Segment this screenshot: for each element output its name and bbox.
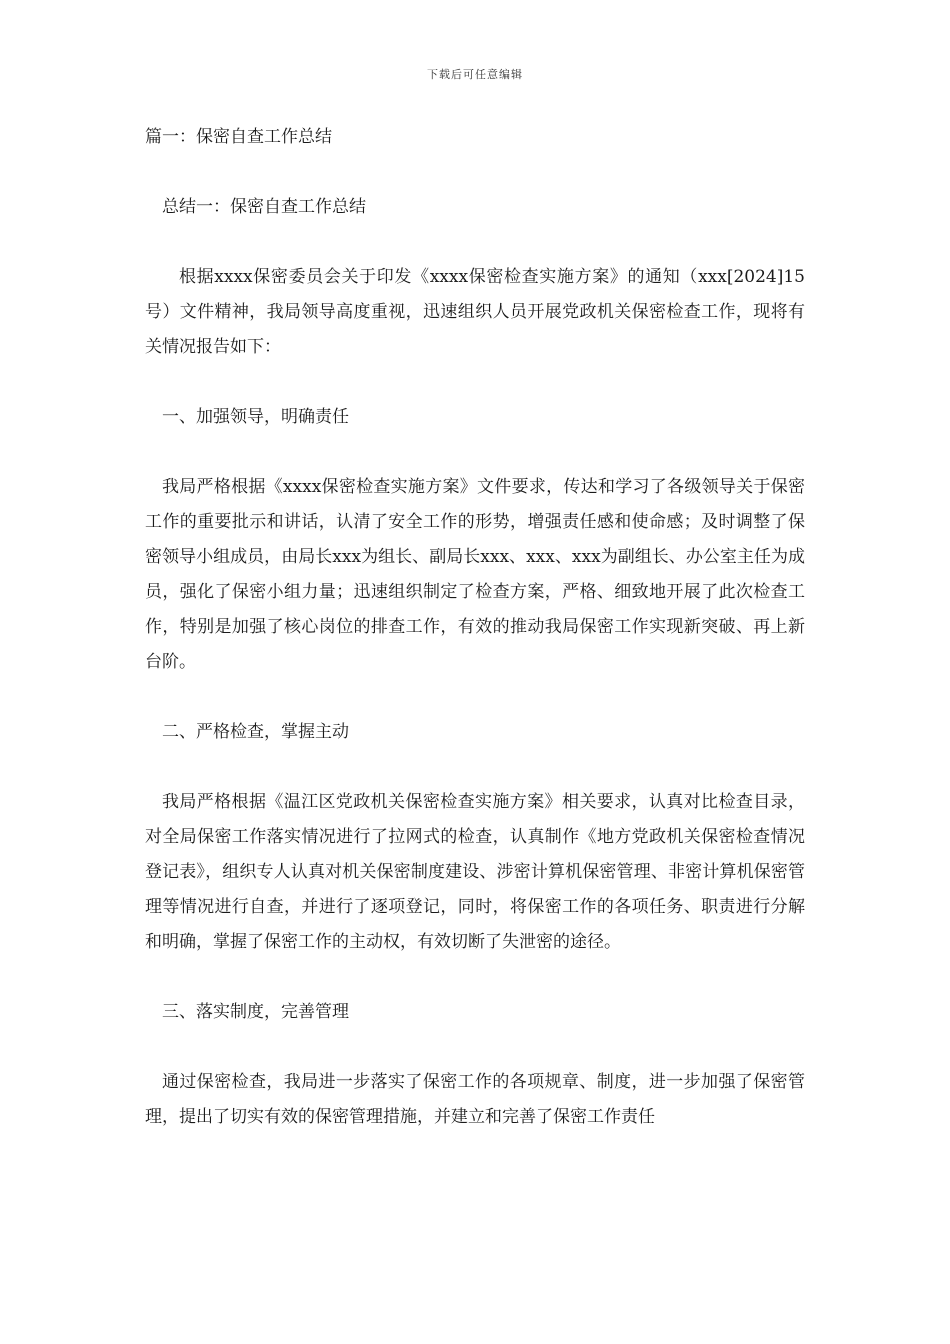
- section-heading-1: 一、加强领导，明确责任: [162, 407, 349, 427]
- intro-paragraph: 根据xxxx保密委员会关于印发《xxxx保密检查实施方案》的通知（xxx[2024]15号）文件精神，我局领导高度重视，迅速组织人员开展党政机关保密检查工作，现将有关情况报告如下：: [145, 267, 805, 357]
- section-body-2: 我局严格根据《温江区党政机关保密检查实施方案》相关要求，认真对比检查目录，对全局保密工作落实情况进行了拉网式的检查，认真制作《地方党政机关保密检查情况登记表》，组织专人认真对机关保密制度建设、涉密计算机保密管理、非密计算机保密管理等情况进行自查，并进行了逐项登记，同时，将保密工作的各项任务、职责进行分解和明确，掌握了保密工作的主动权，有效切断了失泄密的途径。: [145, 792, 805, 952]
- section-heading-3: 三、落实制度，完善管理: [162, 1002, 349, 1022]
- header-note: 下载后可任意编辑: [427, 68, 523, 81]
- document-body: [145, 120, 805, 1135]
- section-body-3: 通过保密检查，我局进一步落实了保密工作的各项规章、制度，进一步加强了保密管理，提出了切实有效的保密管理措施，并建立和完善了保密工作责任: [145, 1072, 805, 1127]
- document-title: 篇一：保密自查工作总结: [145, 127, 332, 147]
- section-body-1: 我局严格根据《xxxx保密检查实施方案》文件要求，传达和学习了各级领导关于保密工作的重要批示和讲话，认清了安全工作的形势，增强责任感和使命感；及时调整了保密领导小组成员，由局长xxx为组长、副局长xxx、xxx、xxx为副组长、办公室主任为成员，强化了保密小组力量；迅速组织制定了检查方案，严格、细致地开展了此次检查工作，特别是加强了核心岗位的排查工作，有效的推动我局保密工作实现新突破、再上新台阶。: [145, 477, 805, 672]
- section-heading-2: 二、严格检查，掌握主动: [162, 722, 349, 742]
- document-subtitle: 总结一：保密自查工作总结: [162, 197, 366, 217]
